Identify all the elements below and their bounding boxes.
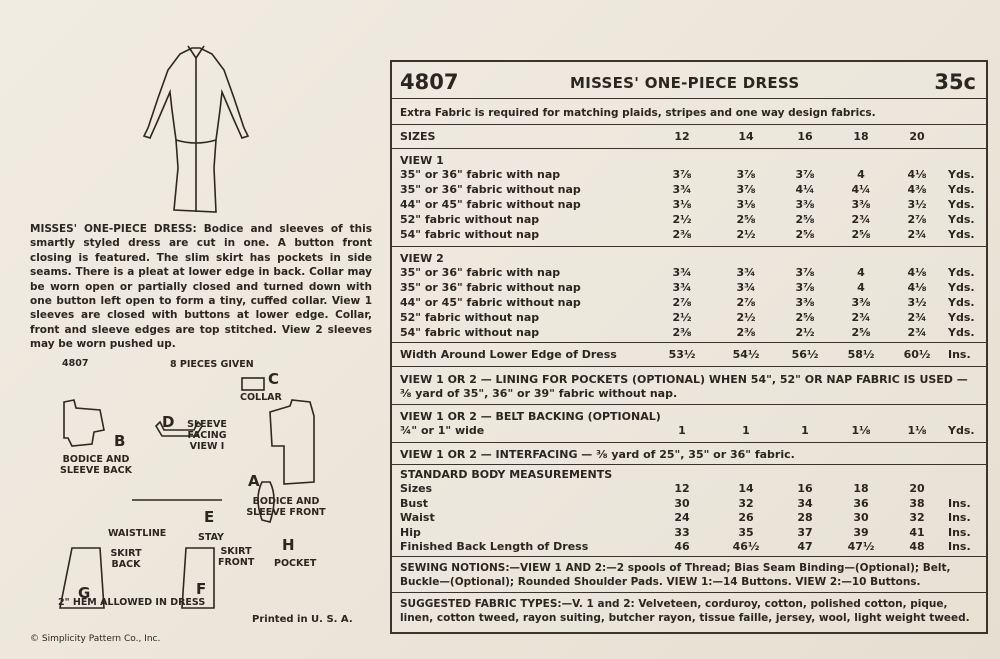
table-cell: 2⅝ bbox=[851, 228, 871, 241]
table-cell: 3¾ bbox=[736, 266, 756, 279]
table-cell: 54½ bbox=[732, 348, 760, 361]
belt-line1: VIEW 1 OR 2 — BELT BACKING (OPTIONAL) bbox=[400, 410, 661, 423]
table-cell: 14 bbox=[738, 482, 754, 495]
table-cell: 4⅛ bbox=[907, 168, 927, 181]
view2-label: VIEW 2 bbox=[400, 252, 444, 265]
chart-header bbox=[392, 62, 986, 100]
unit-label: Ins. bbox=[948, 348, 971, 361]
table-cell: 3⅞ bbox=[672, 168, 692, 181]
fabric-types-line2: linen, cotton tweed, rayon suiting, butcher rayon, tissue faille, jersey, wool, light weight tweed. bbox=[400, 612, 970, 624]
row-label: 35" or 36" fabric with nap bbox=[400, 168, 561, 181]
row-label: 35" or 36" fabric without nap bbox=[400, 281, 581, 294]
unit-label: Yds. bbox=[948, 183, 975, 196]
table-cell: 2½ bbox=[672, 213, 692, 226]
unit-label: Ins. bbox=[948, 540, 971, 553]
piece-c-letter: C bbox=[268, 370, 280, 388]
table-cell: 3⅜ bbox=[851, 198, 871, 211]
piece-d-name: SLEEVE FACING VIEW I bbox=[187, 419, 227, 452]
table-cell: 3½ bbox=[907, 296, 927, 309]
unit-label: Yds. bbox=[948, 281, 975, 294]
unit-label: Ins. bbox=[948, 511, 971, 524]
piece-a-letter: A bbox=[248, 472, 260, 490]
unit-label: Ins. bbox=[948, 496, 971, 510]
table-cell: 3⅞ bbox=[795, 266, 815, 279]
table-cell: 4 bbox=[857, 266, 865, 279]
table-cell: 16 bbox=[797, 482, 813, 495]
piece-e-name-left: WAISTLINE bbox=[108, 528, 167, 539]
table-cell: 2⅜ bbox=[736, 326, 756, 339]
table-cell: 2⅞ bbox=[736, 296, 756, 309]
table-cell: 4⅛ bbox=[907, 266, 927, 279]
extra-fabric-note: Extra Fabric is required for matching plaids, stripes and one way design fabrics. bbox=[400, 107, 876, 119]
description-text: Bodice and sleeves of this smartly styled dress are cut in one. A button front closing is featured. The slim skirt has pockets in side seams. There is a pleat at lower edge in back. Collar may be worn open or partially closed and turned down with one button left open to form a tiny, cuffed collar. View 1 sleeves are closed with buttons at lower edge. Collar, front and sleeve edges are top stitched. View 2 sleeves may be worn pushed up. bbox=[30, 223, 373, 351]
table-cell: 2⅝ bbox=[795, 228, 815, 241]
printed-in-usa: Printed in U. S. A. bbox=[252, 614, 353, 625]
notions-line1: SEWING NOTIONS:—VIEW 1 AND 2:—2 spools of Thread; Bias Seam Binding—(Optional); Belt, bbox=[400, 562, 951, 574]
piece-f-letter: F bbox=[196, 580, 207, 598]
unit-label: Yds. bbox=[948, 266, 975, 279]
lining-line2: ⅜ yard of 35", 36" or 39" fabric without nap. bbox=[400, 387, 678, 400]
table-cell: 2⅝ bbox=[736, 213, 756, 226]
table-cell: 37 bbox=[797, 525, 813, 539]
row-label: 54" fabric without nap bbox=[400, 228, 540, 241]
row-label: 52" fabric without nap bbox=[400, 213, 540, 226]
yardage-chart bbox=[390, 60, 988, 634]
table-cell: 2½ bbox=[795, 326, 815, 339]
row-label: 44" or 45" fabric without nap bbox=[400, 198, 581, 211]
table-cell: 35 bbox=[738, 525, 754, 539]
piece-e-letter: E bbox=[204, 508, 215, 526]
table-cell: 47½ bbox=[847, 540, 875, 553]
unit-label: Ins. bbox=[948, 525, 971, 539]
divider bbox=[392, 342, 986, 343]
divider bbox=[392, 404, 986, 405]
table-cell: 3¾ bbox=[672, 281, 692, 294]
table-cell: 1 bbox=[678, 424, 686, 437]
size-header: 12 bbox=[674, 130, 690, 143]
pieces-given: 8 PIECES GIVEN bbox=[170, 359, 254, 370]
table-cell: 46 bbox=[674, 540, 690, 553]
table-cell: 4¼ bbox=[851, 183, 871, 196]
pattern-description bbox=[30, 222, 372, 352]
size-header: 16 bbox=[797, 130, 813, 143]
table-cell: 3⅛ bbox=[672, 198, 692, 211]
size-header: 18 bbox=[853, 130, 869, 143]
table-cell: 18 bbox=[853, 482, 869, 495]
table-cell: 39 bbox=[853, 525, 869, 539]
pieces-pattern-number: 4807 bbox=[62, 358, 89, 369]
unit-label: Yds. bbox=[948, 168, 975, 181]
divider bbox=[392, 556, 986, 557]
width-label: Width Around Lower Edge of Dress bbox=[400, 348, 617, 361]
table-cell: 1 bbox=[801, 424, 809, 437]
table-cell: 47 bbox=[797, 540, 813, 553]
interfacing: VIEW 1 OR 2 — INTERFACING — ⅜ yard of 25", 35" or 36" fabric. bbox=[400, 448, 795, 461]
table-cell: 3⅛ bbox=[736, 198, 756, 211]
table-cell: 3⅜ bbox=[851, 296, 871, 309]
table-cell: 2⅝ bbox=[795, 311, 815, 324]
table-cell: 34 bbox=[797, 496, 813, 510]
table-cell: 2½ bbox=[672, 311, 692, 324]
piece-c-name: COLLAR bbox=[240, 392, 282, 403]
size-header: 14 bbox=[738, 130, 754, 143]
table-cell: 36 bbox=[853, 496, 869, 510]
row-label: Waist bbox=[400, 511, 435, 524]
hem-note: 2" HEM ALLOWED IN DRESS bbox=[58, 597, 206, 608]
table-cell: 2⅞ bbox=[907, 213, 927, 226]
row-label: 35" or 36" fabric without nap bbox=[400, 183, 581, 196]
row-label: Finished Back Length of Dress bbox=[400, 540, 589, 553]
divider bbox=[392, 98, 986, 99]
table-cell: 53½ bbox=[668, 348, 696, 361]
piece-g-letter: G bbox=[78, 584, 91, 602]
table-cell: 30 bbox=[674, 496, 690, 510]
table-cell: 3⅞ bbox=[795, 281, 815, 294]
piece-h-name: POCKET bbox=[274, 558, 317, 569]
table-cell: 3¾ bbox=[672, 266, 692, 279]
table-cell: 3⅜ bbox=[795, 296, 815, 309]
row-label: 35" or 36" fabric with nap bbox=[400, 266, 561, 279]
divider bbox=[392, 148, 986, 149]
table-cell: 4 bbox=[857, 281, 865, 294]
piece-a-name: BODICE AND SLEEVE FRONT bbox=[246, 496, 326, 518]
fabric-types-line1: SUGGESTED FABRIC TYPES:—V. 1 and 2: Velveteen, corduroy, cotton, polished cotton, pique, bbox=[400, 598, 948, 610]
table-cell: 2½ bbox=[736, 228, 756, 241]
unit-label: Yds. bbox=[948, 198, 975, 211]
piece-d-letter: D bbox=[162, 413, 175, 431]
notions-line2: Buckle—(Optional); Rounded Shoulder Pads. VIEW 1:—14 Buttons. VIEW 2:—10 Buttons. bbox=[400, 576, 921, 588]
divider bbox=[392, 366, 986, 367]
size-header: 20 bbox=[909, 130, 925, 143]
table-cell: 2⅜ bbox=[672, 228, 692, 241]
table-cell: 3⅞ bbox=[736, 168, 756, 181]
table-cell: 2⅝ bbox=[851, 326, 871, 339]
table-cell: 20 bbox=[909, 482, 925, 495]
divider bbox=[392, 592, 986, 593]
table-cell: 3¾ bbox=[736, 281, 756, 294]
table-cell: 32 bbox=[738, 496, 754, 510]
table-cell: 56½ bbox=[791, 348, 819, 361]
pattern-title: MISSES' ONE-PIECE DRESS bbox=[570, 74, 800, 92]
table-cell: 1⅛ bbox=[907, 424, 927, 437]
unit-label: Yds. bbox=[948, 296, 975, 309]
table-cell: 2⅝ bbox=[795, 213, 815, 226]
table-cell: 28 bbox=[797, 511, 813, 524]
table-cell: 60½ bbox=[903, 348, 931, 361]
copyright: © Simplicity Pattern Co., Inc. bbox=[30, 634, 161, 644]
description-lead: MISSES' ONE-PIECE DRESS: bbox=[30, 223, 197, 235]
table-cell: 30 bbox=[853, 511, 869, 524]
table-cell: 2¾ bbox=[907, 326, 927, 339]
table-cell: 58½ bbox=[847, 348, 875, 361]
piece-b-name: BODICE AND SLEEVE BACK bbox=[60, 454, 132, 476]
piece-e-name-right: STAY bbox=[198, 532, 224, 543]
body-title: STANDARD BODY MEASUREMENTS bbox=[400, 468, 613, 481]
table-cell: 3⅞ bbox=[736, 183, 756, 196]
piece-b-letter: B bbox=[114, 432, 126, 450]
divider bbox=[392, 246, 986, 247]
row-label: 54" fabric without nap bbox=[400, 326, 540, 339]
table-cell: 48 bbox=[909, 540, 925, 553]
row-label: 52" fabric without nap bbox=[400, 311, 540, 324]
row-label: 44" or 45" fabric without nap bbox=[400, 296, 581, 309]
table-cell: 4 bbox=[857, 168, 865, 181]
table-cell: 33 bbox=[674, 525, 690, 539]
table-cell: 38 bbox=[909, 496, 925, 510]
table-cell: 2¾ bbox=[907, 228, 927, 241]
table-cell: 41 bbox=[909, 525, 925, 539]
price: 35c bbox=[934, 70, 976, 94]
table-cell: 1⅛ bbox=[851, 424, 871, 437]
table-cell: 12 bbox=[674, 482, 690, 495]
divider bbox=[392, 442, 986, 443]
table-cell: 26 bbox=[738, 511, 754, 524]
table-cell: 2¾ bbox=[851, 311, 871, 324]
table-cell: 3½ bbox=[907, 198, 927, 211]
divider bbox=[392, 464, 986, 465]
table-cell: 2¾ bbox=[907, 311, 927, 324]
left-column bbox=[22, 40, 382, 650]
piece-g-name: SKIRT BACK bbox=[110, 548, 142, 570]
table-cell: 2½ bbox=[736, 311, 756, 324]
table-cell: 4⅜ bbox=[907, 183, 927, 196]
table-cell: 3¾ bbox=[672, 183, 692, 196]
unit-label: Yds. bbox=[948, 424, 975, 437]
row-label: Hip bbox=[400, 525, 421, 539]
divider bbox=[392, 124, 986, 125]
row-label: Bust bbox=[400, 496, 429, 510]
unit-label: Yds. bbox=[948, 326, 975, 339]
sizes-label: SIZES bbox=[400, 130, 436, 143]
table-cell: 3⅜ bbox=[795, 198, 815, 211]
table-cell: 3⅞ bbox=[795, 168, 815, 181]
table-cell: 4¼ bbox=[795, 183, 815, 196]
table-cell: 4⅛ bbox=[907, 281, 927, 294]
lining-line1: VIEW 1 OR 2 — LINING FOR POCKETS (OPTIONAL) WHEN 54", 52" OR NAP FABRIC IS USED — bbox=[400, 373, 968, 386]
row-label: Sizes bbox=[400, 482, 433, 495]
pattern-number: 4807 bbox=[400, 70, 459, 94]
unit-label: Yds. bbox=[948, 311, 975, 324]
dress-back-illustration bbox=[140, 40, 260, 220]
table-cell: 32 bbox=[909, 511, 925, 524]
table-cell: 24 bbox=[674, 511, 690, 524]
view1-label: VIEW 1 bbox=[400, 154, 444, 167]
piece-h-letter: H bbox=[282, 536, 295, 554]
belt-label: ¾" or 1" wide bbox=[400, 424, 485, 437]
table-cell: 2¾ bbox=[851, 213, 871, 226]
table-cell: 2⅞ bbox=[672, 296, 692, 309]
table-cell: 2⅜ bbox=[672, 326, 692, 339]
piece-f-name: SKIRT FRONT bbox=[218, 546, 255, 568]
table-cell: 1 bbox=[742, 424, 750, 437]
unit-label: Yds. bbox=[948, 228, 975, 241]
table-cell: 46½ bbox=[732, 540, 760, 553]
unit-label: Yds. bbox=[948, 213, 975, 226]
